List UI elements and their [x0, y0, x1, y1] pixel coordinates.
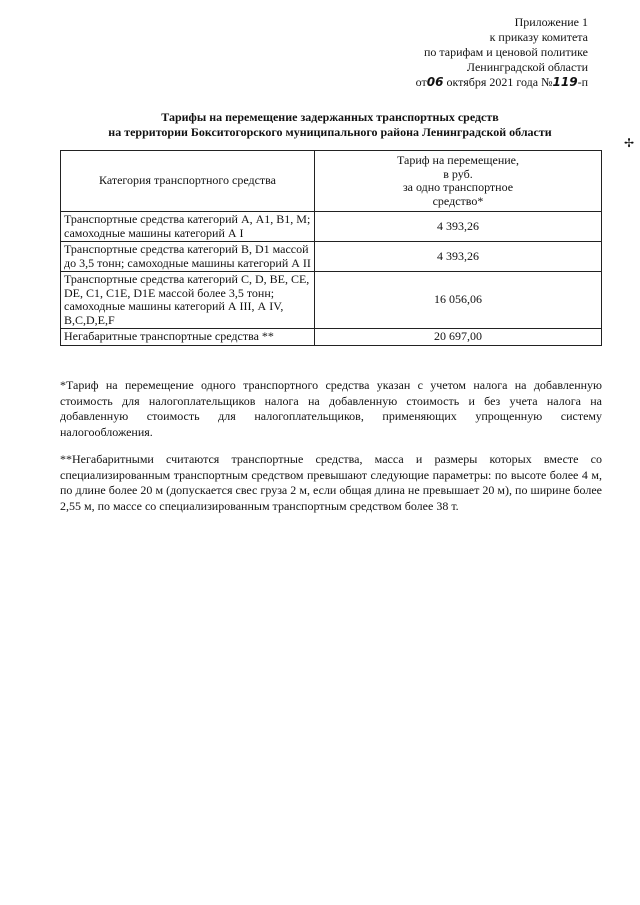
tariff-table: [60, 150, 602, 346]
row-tariff: 4 393,26: [315, 242, 602, 272]
header-tariff-line-2: в руб.: [443, 166, 473, 181]
footnote-vat: *Тариф на перемещение одного транспортного средства указан с учетом налога на добавленную стоимость для налогоплательщиков налога на добавленную стоимость и без учета налога на добавленную стоимость для налогоплательщиков, применяющих упрощенную систему налогообложения.: [60, 378, 602, 439]
document-title: [60, 110, 600, 140]
order-number-suffix: -п: [577, 75, 588, 89]
footnote-oversized: **Негабаритными считаются транспортные средства, масса и размеры которых вместе со специализированным транспортным средством превышают следующие параметры: по высоте более 4 м, по длине более 20 м (допускается свес груза 2 м, если общая длина не превышает 20 м), по ширине более 2,55 м, по массе со специализированным транспортным средством более 38 т.: [60, 452, 602, 513]
annex-date-line: [368, 75, 588, 90]
annex-line-1: Приложение 1: [514, 15, 588, 29]
row-tariff: 20 697,00: [315, 329, 602, 346]
row-tariff: 4 393,26: [315, 212, 602, 242]
title-line-1: Тарифы на перемещение задержанных транспортных средств: [161, 110, 499, 124]
table-header-row: [61, 151, 602, 212]
row-category: Транспортные средства категорий С, D, ВЕ, СЕ, DE, С1, С1Е, D1E массой более 3,5 тонн; самоходные машины категорий А III, А IV, B,C,D,E,F: [61, 272, 315, 329]
margin-mark-icon: ✢: [623, 136, 634, 150]
row-category: Негабаритные транспортные средства **: [61, 329, 315, 346]
table-row: [61, 272, 602, 329]
handwritten-day: 06: [426, 75, 444, 89]
table-row: [61, 329, 602, 346]
row-tariff: 16 056,06: [315, 272, 602, 329]
annex-line-4: Ленинградской области: [466, 60, 588, 74]
date-prefix: от: [415, 75, 427, 89]
header-tariff-line-3: за одно транспортное: [402, 180, 514, 194]
header-tariff: [315, 151, 602, 212]
title-line-2: на территории Бокситогорского муниципального района Ленинградской области: [108, 125, 552, 139]
row-category: Транспортные средства категорий В, D1 массой до 3,5 тонн; самоходные машины категорий А II: [61, 242, 315, 272]
annex-line-3: по тарифам и ценовой политике: [423, 45, 588, 59]
header-category: Категория транспортного средства: [61, 151, 315, 212]
table-row: [61, 242, 602, 272]
header-tariff-line-4: средство*: [432, 193, 484, 208]
annex-header: [368, 15, 588, 90]
row-category: Транспортные средства категорий А, А1, В1, М; самоходные машины категорий А I: [61, 212, 315, 242]
handwritten-order-number: 119: [552, 75, 578, 89]
date-rest: октября 2021 года №: [446, 75, 553, 89]
annex-line-2: к приказу комитета: [489, 30, 588, 44]
header-tariff-line-1: Тариф на перемещение,: [396, 153, 520, 167]
table-row: [61, 212, 602, 242]
